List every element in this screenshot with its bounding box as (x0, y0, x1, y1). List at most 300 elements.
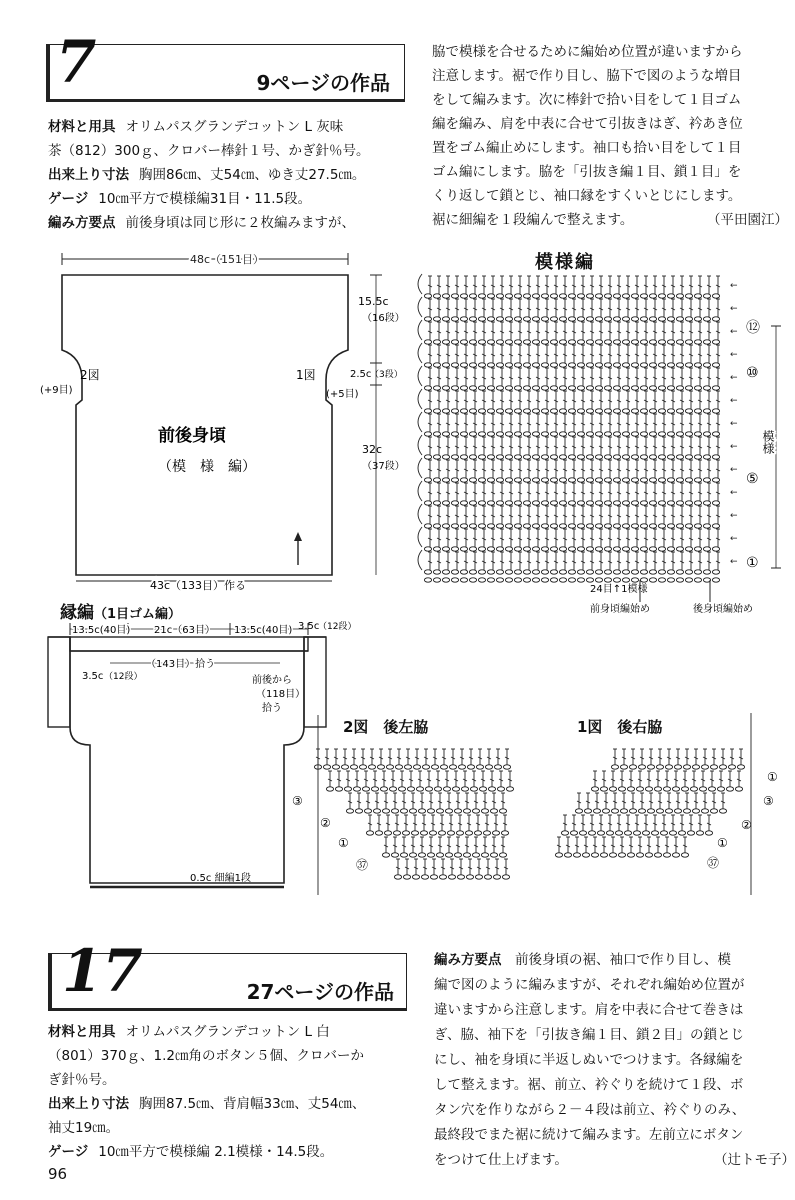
chain-mark (622, 524, 629, 528)
chain-mark (595, 409, 602, 413)
chain-mark (622, 340, 629, 344)
chain-mark (559, 570, 566, 574)
chain-mark (404, 765, 411, 769)
chain-mark (703, 386, 710, 390)
chain-mark (631, 570, 638, 574)
chain-mark (550, 578, 557, 582)
chain-mark (502, 875, 509, 879)
chain-mark (430, 875, 437, 879)
chain-mark (487, 547, 494, 551)
chain-mark (649, 501, 656, 505)
chain-mark (712, 363, 719, 367)
chain-mark (584, 809, 591, 813)
chain-mark (505, 363, 512, 367)
chain-mark (586, 317, 593, 321)
chain-mark (469, 455, 476, 459)
chain-mark (712, 294, 719, 298)
chain-mark (505, 386, 512, 390)
chain-mark (451, 363, 458, 367)
chain-mark (712, 386, 719, 390)
chain-mark (460, 455, 467, 459)
row-12-marker: ⑫ (746, 320, 760, 336)
turning-chain (418, 527, 422, 547)
chain-mark (442, 547, 449, 551)
chain-mark (676, 409, 683, 413)
chain-mark (667, 340, 674, 344)
chain-mark (719, 809, 726, 813)
chain-mark (478, 409, 485, 413)
chain-mark (667, 432, 674, 436)
chain-mark (479, 787, 486, 791)
chain-mark (442, 409, 449, 413)
chain-mark (631, 501, 638, 505)
method-line: くり返して鎖とじ、袖口縁をすくいとじにします。 (432, 188, 742, 204)
chain-mark (685, 432, 692, 436)
chain-mark (703, 340, 710, 344)
chain-mark (620, 765, 627, 769)
chain-mark (469, 578, 476, 582)
chain-mark (550, 409, 557, 413)
chain-mark (449, 765, 456, 769)
chain-mark (478, 578, 485, 582)
chain-mark (658, 317, 665, 321)
chain-mark (523, 547, 530, 551)
chain-mark (568, 317, 575, 321)
chain-mark (604, 455, 611, 459)
chain-mark (631, 478, 638, 482)
chain-mark (685, 363, 692, 367)
chain-mark (451, 294, 458, 298)
pattern-17-header-box (48, 937, 407, 1011)
chain-mark (380, 787, 387, 791)
height-top: 15.5c (358, 295, 389, 308)
fig2-title: 2図 後左脇 (343, 718, 429, 736)
chain-mark (640, 547, 647, 551)
method-line: ゴム編にします。脇を「引抜き編１目、鎖１目」を (432, 164, 742, 180)
chain-mark (454, 809, 461, 813)
method-line: 編で図のように編みますが、それぞれ編始め位置が (434, 977, 745, 993)
chain-mark (613, 409, 620, 413)
chain-mark (505, 317, 512, 321)
chain-mark (640, 455, 647, 459)
chain-mark (676, 432, 683, 436)
chain-mark (705, 831, 712, 835)
chain-mark (550, 547, 557, 551)
chain-mark (425, 787, 432, 791)
chain-mark (647, 809, 654, 813)
chain-mark (469, 317, 476, 321)
chain-mark (433, 478, 440, 482)
back-start-label: 後身頃編始め (693, 604, 753, 615)
chain-mark (622, 294, 629, 298)
chain-mark (514, 432, 521, 436)
method-line: 脇で模様を合せるために編始め位置が違いますから (432, 44, 743, 60)
chain-mark (460, 578, 467, 582)
chain-mark (377, 765, 384, 769)
chain-mark (640, 409, 647, 413)
chain-mark (681, 853, 688, 857)
chain-mark (577, 547, 584, 551)
chain-mark (629, 765, 636, 769)
chain-mark (694, 294, 701, 298)
chain-mark (433, 432, 440, 436)
chain-mark (717, 787, 724, 791)
chain-mark (523, 409, 530, 413)
chain-mark (550, 524, 557, 528)
chain-mark (496, 340, 503, 344)
chain-mark (595, 317, 602, 321)
chain-mark (460, 547, 467, 551)
chain-mark (469, 570, 476, 574)
chain-mark (555, 853, 562, 857)
page-reference: 9ページの作品 (256, 71, 390, 95)
chain-mark (694, 432, 701, 436)
chain-mark (606, 831, 613, 835)
chain-mark (469, 409, 476, 413)
chain-mark (577, 409, 584, 413)
chain-mark (577, 578, 584, 582)
chain-mark (497, 787, 504, 791)
materials: 材料と用具 オリムパスグランデコットン L 灰味 (48, 119, 344, 135)
chain-mark (451, 501, 458, 505)
chain-mark (433, 578, 440, 582)
turning-chain (418, 343, 422, 363)
chain-mark (622, 409, 629, 413)
chain-mark (559, 363, 566, 367)
chain-mark (703, 409, 710, 413)
chain-mark (467, 765, 474, 769)
chain-mark (712, 570, 719, 574)
chain-mark (541, 478, 548, 482)
chain-mark (712, 340, 719, 344)
chain-mark (373, 809, 380, 813)
chain-mark (451, 317, 458, 321)
chain-mark (676, 547, 683, 551)
chain-mark (559, 386, 566, 390)
chain-mark (499, 809, 506, 813)
top-width-label: 48c（151目） (190, 253, 265, 266)
chain-mark (541, 363, 548, 367)
chain-mark (595, 578, 602, 582)
rib-height-right: 3.5c (298, 621, 320, 632)
chain-mark (492, 831, 499, 835)
chain-mark (604, 570, 611, 574)
chain-mark (712, 455, 719, 459)
chain-mark (478, 501, 485, 505)
chain-mark (640, 340, 647, 344)
chain-mark (613, 578, 620, 582)
chain-mark (579, 831, 586, 835)
chain-mark (640, 294, 647, 298)
chain-mark (427, 853, 434, 857)
chain-mark (323, 765, 330, 769)
neck-pickup: （143目）拾う (146, 659, 216, 670)
chain-mark (613, 547, 620, 551)
chain-mark (631, 578, 638, 582)
chain-mark (398, 787, 405, 791)
chain-mark (595, 432, 602, 436)
method-start: 編み方要点 前後身頃の裾、袖口で作り目し、模 (434, 952, 731, 968)
sleeve-pickup-2: （118目） (256, 689, 306, 700)
pattern-7-header-box (46, 28, 405, 102)
chain-mark (649, 570, 656, 574)
row-arrow: ← (730, 396, 738, 406)
chain-mark (469, 501, 476, 505)
chain-mark (469, 386, 476, 390)
chain-mark (541, 547, 548, 551)
chain-mark (676, 455, 683, 459)
chain-mark (618, 853, 625, 857)
chain-mark (332, 765, 339, 769)
chain-mark (447, 831, 454, 835)
chain-mark (649, 317, 656, 321)
chain-mark (424, 478, 431, 482)
chain-mark (550, 386, 557, 390)
chain-mark (604, 294, 611, 298)
chain-mark (658, 570, 665, 574)
chain-mark (622, 478, 629, 482)
chain-mark (604, 578, 611, 582)
chain-mark (658, 340, 665, 344)
chain-mark (683, 765, 690, 769)
chain-mark (559, 317, 566, 321)
chain-mark (474, 831, 481, 835)
chain-mark (478, 570, 485, 574)
chain-mark (460, 340, 467, 344)
chain-mark (618, 787, 625, 791)
chain-mark (421, 875, 428, 879)
chain-mark (676, 478, 683, 482)
chain-mark (487, 409, 494, 413)
row-arrow: ← (730, 373, 738, 383)
chain-mark (627, 853, 634, 857)
chain-mark (631, 294, 638, 298)
chain-mark (631, 363, 638, 367)
chain-mark (667, 478, 674, 482)
chain-mark (685, 578, 692, 582)
chain-mark (460, 432, 467, 436)
chain-mark (424, 409, 431, 413)
rib-height-left-rows: （12段） (104, 672, 143, 682)
chain-mark (622, 432, 629, 436)
chain-mark (393, 831, 400, 835)
chain-mark (622, 570, 629, 574)
chain-mark (658, 409, 665, 413)
chain-mark (433, 363, 440, 367)
chain-mark (595, 547, 602, 551)
chain-mark (341, 765, 348, 769)
chain-mark (469, 432, 476, 436)
chain-mark (487, 386, 494, 390)
chain-mark (726, 787, 733, 791)
chain-mark (460, 386, 467, 390)
chain-mark (487, 578, 494, 582)
chain-mark (667, 317, 674, 321)
chain-mark (463, 853, 470, 857)
chain-mark (649, 363, 656, 367)
chain-mark (442, 570, 449, 574)
chain-mark (622, 455, 629, 459)
chain-mark (532, 478, 539, 482)
chain-mark (694, 317, 701, 321)
chain-mark (550, 340, 557, 344)
chain-mark (656, 809, 663, 813)
chain-mark (609, 787, 616, 791)
chain-mark (532, 386, 539, 390)
chain-mark (514, 547, 521, 551)
rib-height-right-rows: （12段） (318, 622, 357, 632)
turning-chain (418, 320, 422, 340)
chain-mark (712, 578, 719, 582)
chain-mark (649, 294, 656, 298)
chain-mark (460, 317, 467, 321)
chain-mark (496, 570, 503, 574)
chain-mark (532, 547, 539, 551)
chain-mark (656, 765, 663, 769)
fig1-title: 1図 後右脇 (577, 718, 663, 736)
chain-mark (676, 294, 683, 298)
chain-mark (658, 578, 665, 582)
chain-mark (629, 809, 636, 813)
chain-mark (505, 455, 512, 459)
chain-mark (631, 317, 638, 321)
chain-mark (391, 809, 398, 813)
chain-mark (451, 432, 458, 436)
turning-chain (418, 435, 422, 455)
chain-mark (484, 875, 491, 879)
chain-mark (346, 809, 353, 813)
chain-mark (591, 853, 598, 857)
chain-mark (469, 340, 476, 344)
chain-mark (559, 455, 566, 459)
chain-mark (559, 478, 566, 482)
chain-mark (487, 317, 494, 321)
chain-mark (658, 386, 665, 390)
chain-mark (451, 524, 458, 528)
chain-mark (523, 524, 530, 528)
chain-mark (403, 875, 410, 879)
fig1-row-2: ② (741, 818, 752, 832)
height-mid: 2.5c (350, 369, 372, 380)
chain-mark (541, 409, 548, 413)
chain-mark (649, 478, 656, 482)
gauge: ゲージ 10㎝平方で模様編 2.1模様・14.5段。 (48, 1144, 334, 1160)
chain-mark (611, 765, 618, 769)
chain-mark (496, 578, 503, 582)
chain-mark (391, 853, 398, 857)
chain-mark (658, 478, 665, 482)
chain-mark (335, 787, 342, 791)
chain-mark (514, 409, 521, 413)
chain-mark (436, 853, 443, 857)
chain-mark (448, 875, 455, 879)
chain-mark (407, 787, 414, 791)
author: （平田園江） (707, 212, 788, 228)
chain-mark (424, 524, 431, 528)
chain-mark (685, 455, 692, 459)
row-1-marker: ① (746, 555, 759, 571)
chain-mark (433, 547, 440, 551)
chain-mark (460, 478, 467, 482)
body-title: 前後身頃 (158, 426, 226, 446)
chain-mark (478, 340, 485, 344)
fig2-row-3: ③ (292, 794, 303, 808)
chain-mark (413, 765, 420, 769)
chain-mark (694, 340, 701, 344)
chain-mark (683, 809, 690, 813)
chain-mark (523, 294, 530, 298)
turning-chain (418, 366, 422, 386)
chain-mark (451, 409, 458, 413)
chain-mark (496, 386, 503, 390)
chain-mark (442, 578, 449, 582)
chain-mark (600, 853, 607, 857)
chain-mark (613, 363, 620, 367)
chain-mark (649, 547, 656, 551)
chain-mark (418, 853, 425, 857)
chain-mark (638, 809, 645, 813)
row-arrow: ← (730, 304, 738, 314)
chain-mark (460, 294, 467, 298)
chain-mark (694, 409, 701, 413)
chain-mark (645, 853, 652, 857)
chain-mark (667, 524, 674, 528)
chain-mark (451, 340, 458, 344)
chain-mark (461, 787, 468, 791)
chain-mark (586, 409, 593, 413)
turning-chain (418, 550, 422, 570)
chain-mark (676, 340, 683, 344)
chain-mark (514, 524, 521, 528)
chain-mark (667, 501, 674, 505)
chain-mark (424, 386, 431, 390)
row-arrow: ← (730, 327, 738, 337)
chain-mark (667, 547, 674, 551)
chain-mark (622, 547, 629, 551)
chain-mark (593, 809, 600, 813)
chain-mark (433, 386, 440, 390)
method-line: 置をゴム編止めにします。袖口も拾い目をして１目 (432, 140, 742, 156)
chain-mark (394, 875, 401, 879)
chain-mark (604, 409, 611, 413)
chain-mark (523, 340, 530, 344)
chain-mark (460, 501, 467, 505)
chain-mark (506, 787, 513, 791)
height-top-rows: （16段） (362, 313, 405, 324)
chain-mark (550, 455, 557, 459)
chain-mark (703, 547, 710, 551)
chain-mark (442, 294, 449, 298)
chain-mark (384, 831, 391, 835)
sleeve-pickup-1: 前後から (252, 675, 292, 686)
bottom-repeat-label: 24目↑1模様 (590, 584, 648, 595)
row-arrow: ← (730, 419, 738, 429)
chain-mark (402, 831, 409, 835)
chain-mark (460, 363, 467, 367)
chain-mark (559, 578, 566, 582)
chain-mark (640, 363, 647, 367)
chain-mark (532, 294, 539, 298)
chain-mark (703, 478, 710, 482)
chain-mark (442, 432, 449, 436)
chain-mark (532, 340, 539, 344)
hem-note: 0.5c 細編1段 (190, 873, 251, 884)
chain-mark (541, 455, 548, 459)
chain-mark (505, 409, 512, 413)
chain-mark (577, 340, 584, 344)
chain-mark (443, 787, 450, 791)
chain-mark (541, 386, 548, 390)
